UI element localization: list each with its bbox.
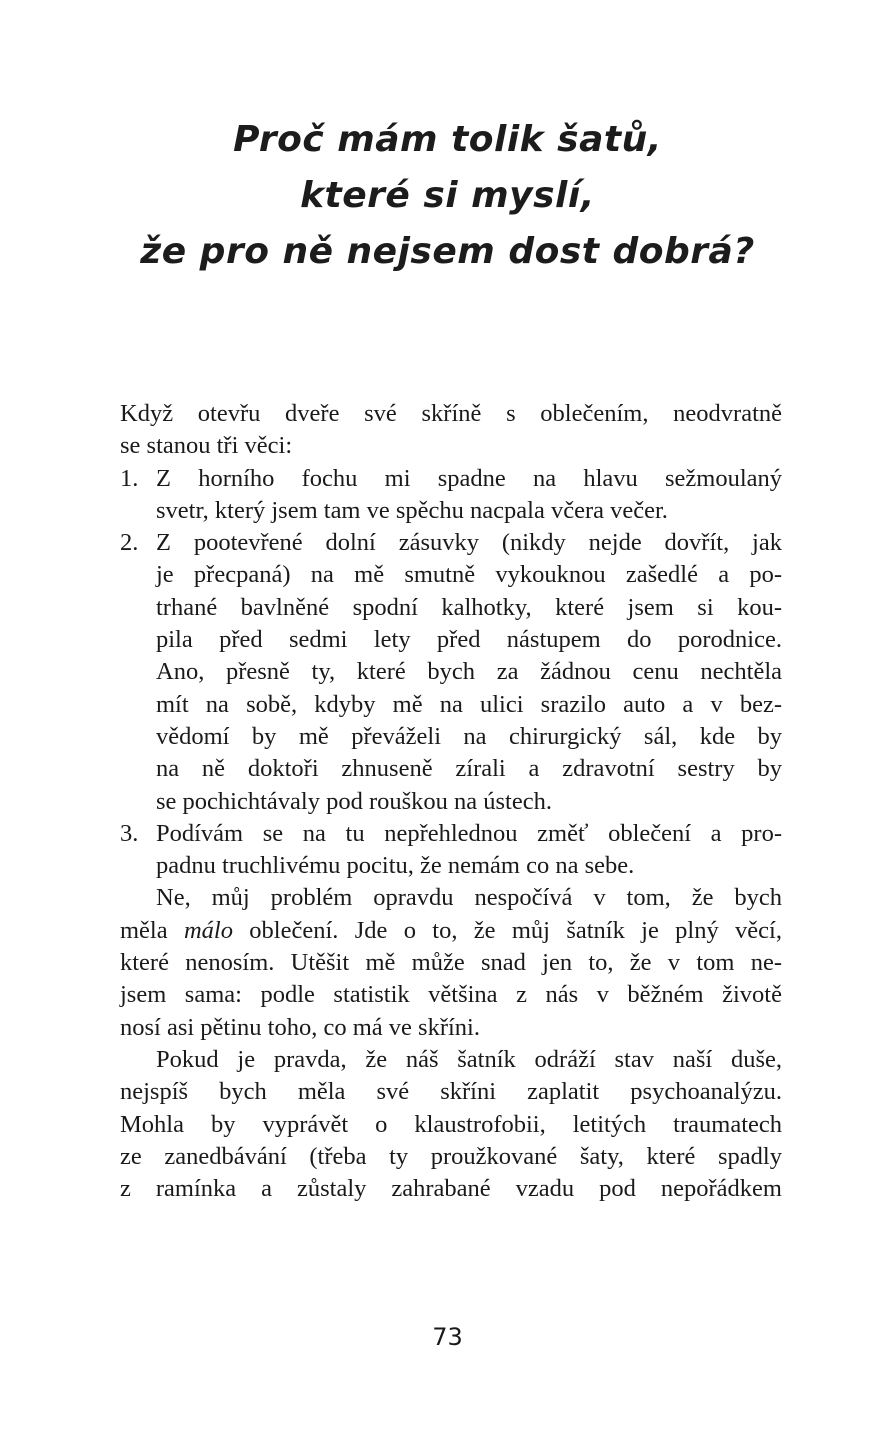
text-line: jsem sama: podle statistik většina z nás v běžném životě: [120, 981, 782, 1009]
paragraph: [120, 882, 782, 1043]
text-line: svetr, který jsem tam ve spěchu nacpala včera večer.: [156, 496, 668, 524]
text-line: vědomí by mě převáželi na chirurgický sál, kde by: [156, 722, 782, 750]
list-number: 1.: [120, 464, 139, 492]
text-line: pila před sedmi lety před nástupem do porodnice.: [156, 626, 782, 654]
chapter-title-line: Proč mám tolik šatů,: [233, 119, 662, 160]
text-line: trhané bavlněné spodní kalhotky, které jsem si kou-: [156, 593, 782, 621]
paragraph: [120, 1044, 782, 1205]
body-text: [120, 398, 782, 1205]
text-line: [120, 915, 782, 947]
emphasis: málo: [183, 916, 233, 944]
list-number: 2.: [120, 529, 139, 557]
text-line: které nenosím. Utěšit mě může snad jen to, že v tom ne-: [120, 949, 782, 977]
text-line: se stanou tři věci:: [120, 432, 293, 460]
list-item: [120, 463, 782, 528]
text-line: ze zanedbávání (třeba ty proužkované šaty, které spadly: [120, 1142, 782, 1170]
text-line: Ano, přesně ty, které bych za žádnou cenu nechtěla: [156, 658, 782, 686]
text-line: Z pootevřené dolní zásuvky (nikdy nejde dovřít, jak: [156, 529, 782, 557]
text-line: na ně doktoři zhnuseně zírali a zdravotní sestry by: [156, 755, 782, 783]
text-run: měla: [120, 916, 184, 944]
list-item: [120, 527, 782, 818]
page-number: 73: [432, 1323, 463, 1351]
text-line: Když otevřu dveře své skříně s oblečením, neodvratně: [120, 400, 782, 427]
text-run: oblečení. Jde o to, že můj šatník je plný věcí,: [232, 916, 782, 944]
text-line: Podívám se na tu nepřehlednou změť oblečení a pro-: [156, 819, 782, 847]
text-line: Z horního fochu mi spadne na hlavu sežmoulaný: [156, 464, 782, 492]
text-line: nejspíš bych měla své skříni zaplatit psychoanalýzu.: [120, 1078, 782, 1106]
text-line: Pokud je pravda, že náš šatník odráží stav naší duše,: [156, 1045, 782, 1073]
text-line: se pochichtávaly pod rouškou na ústech.: [156, 787, 552, 815]
chapter-title: [0, 112, 895, 280]
text-line: Mohla by vyprávět o klaustrofobii, letitých traumatech: [120, 1110, 782, 1138]
text-line: z ramínka a zůstaly zahrabané vzadu pod nepořádkem: [120, 1175, 782, 1203]
text-line: padnu truchlivému pocitu, že nemám co na sebe.: [156, 852, 635, 880]
text-line: nosí asi pětinu toho, co má ve skříni.: [120, 1013, 480, 1041]
list-item: [120, 818, 782, 883]
text-line: je přecpaná) na mě smutně vykouknou zašedlé a po-: [156, 561, 782, 589]
chapter-title-line: že pro ně nejsem dost dobrá?: [140, 231, 755, 272]
text-line: mít na sobě, kdyby mě na ulici srazilo auto a v bez-: [156, 690, 782, 718]
list-number: 3.: [120, 819, 139, 847]
chapter-title-line: které si myslí,: [300, 175, 595, 216]
text-line: Ne, můj problém opravdu nespočívá v tom, že bych: [156, 884, 782, 912]
